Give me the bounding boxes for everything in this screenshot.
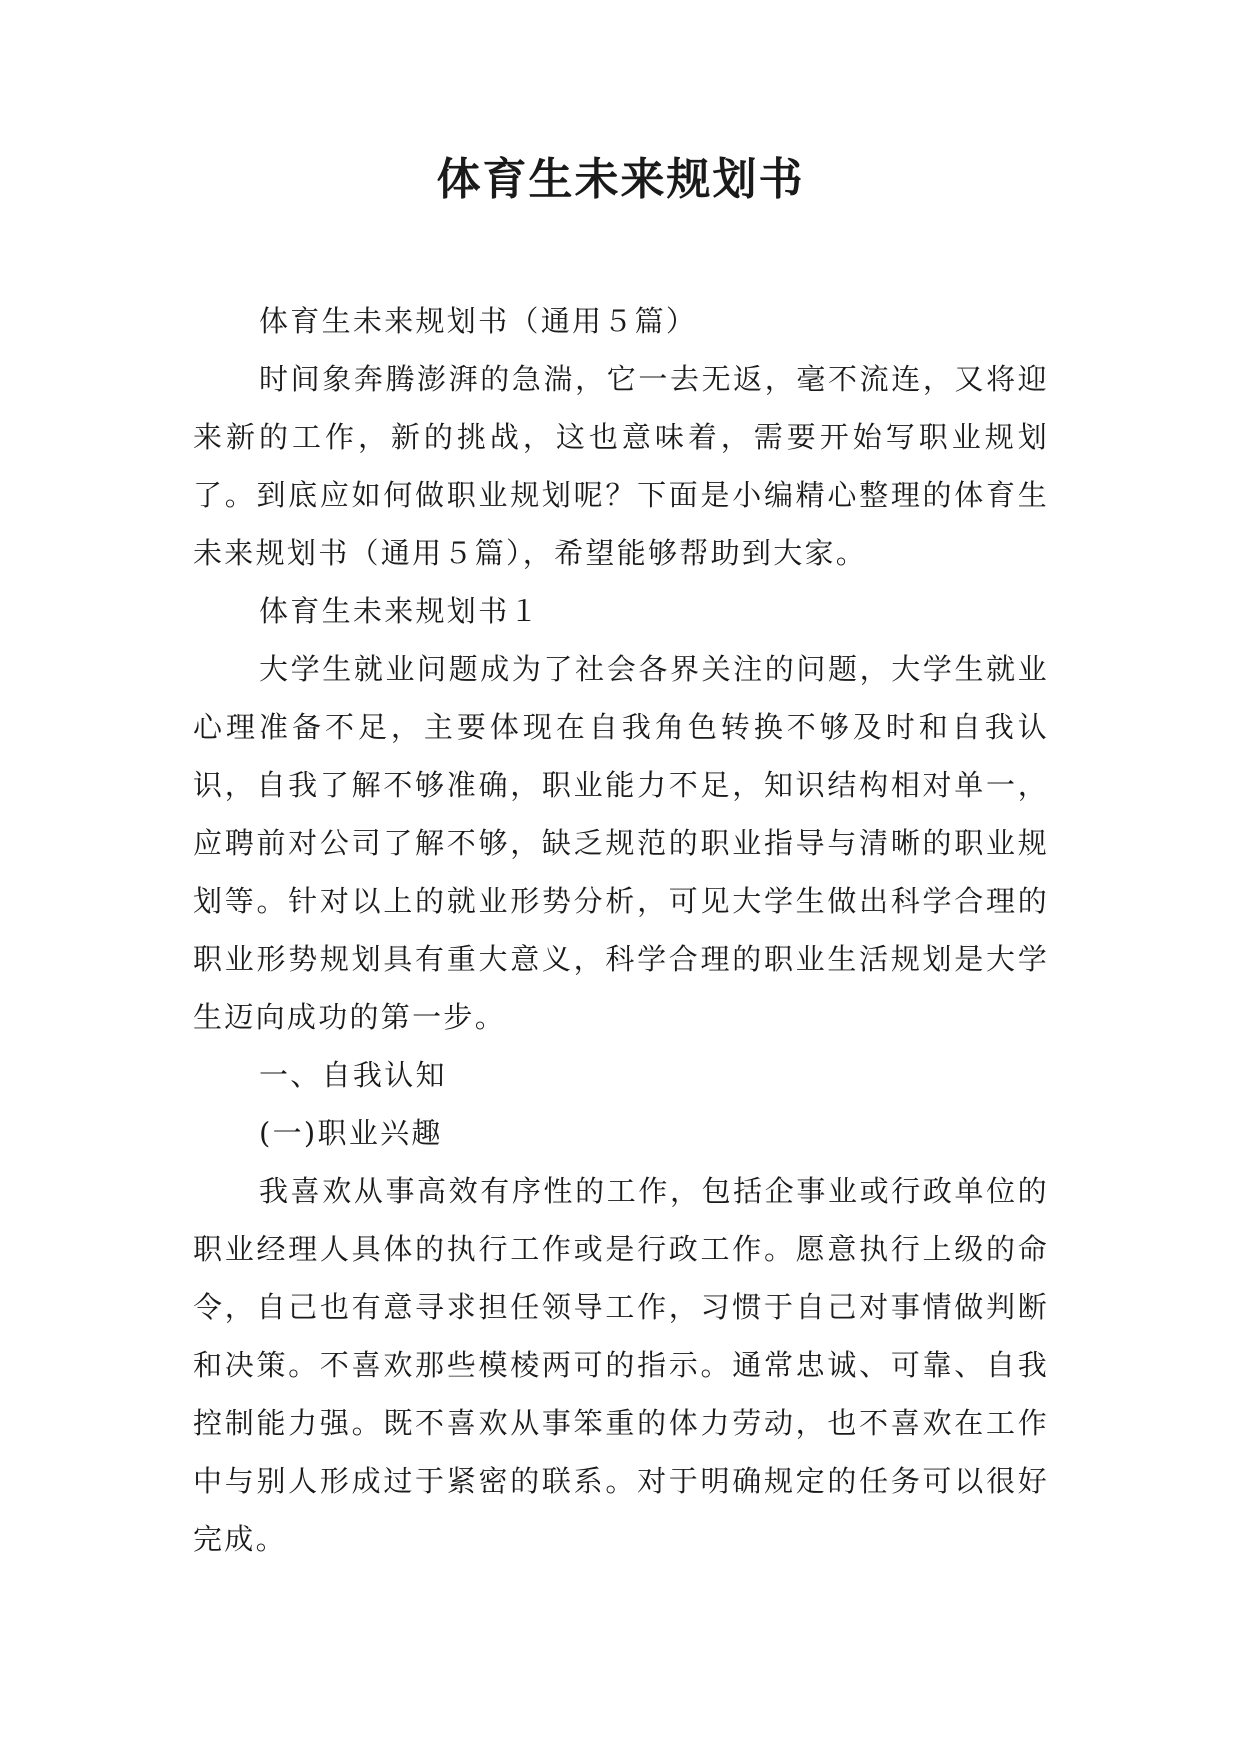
subtitle-paragraph: 体育生未来规划书（通用５篇） — [259, 304, 698, 338]
subsection-heading: (一)职业兴趣 — [259, 1116, 443, 1150]
page-title: 体育生未来规划书 — [436, 154, 805, 205]
body-paragraph: 大学生就业问题成为了社会各界关注的问题，大学生就业心理准备不足，主要体现在自我角色转换不够及时和自我认识，自我了解不够准确，职业能力不足，知识结构相对单一，应聘前对公司了解不够，缺乏规范的职业指导与清晰的职业规划等。针对以上的就业形势分析，可见大学生做出科学合理的职业形势规划具有重大意义，科学合理的职业生活规划是大学生迈向成功的第一步。 — [193, 652, 1049, 1034]
body-paragraph: 我喜欢从事高效有序性的工作，包括企事业或行政单位的职业经理人具体的执行工作或是行政工作。愿意执行上级的命令，自己也有意寻求担任领导工作，习惯于自己对事情做判断和决策。不喜欢那些模棱两可的指示。通常忠诚、可靠、自我控制能力强。既不喜欢从事笨重的体力劳动，也不喜欢在工作中与别人形成过于紧密的联系。对于明确规定的任务可以很好完成。 — [193, 1174, 1049, 1556]
section-heading: 体育生未来规划书１ — [259, 594, 541, 628]
intro-paragraph: 时间象奔腾澎湃的急湍，它一去无返，毫不流连，又将迎来新的工作，新的挑战，这也意味着，需要开始写职业规划了。到底应如何做职业规划呢？下面是小编精心整理的体育生未来规划书（通用５篇），希望能够帮助到大家。 — [193, 362, 1049, 570]
section-heading: 一、自我认知 — [259, 1058, 447, 1092]
document-body — [193, 292, 1049, 1568]
